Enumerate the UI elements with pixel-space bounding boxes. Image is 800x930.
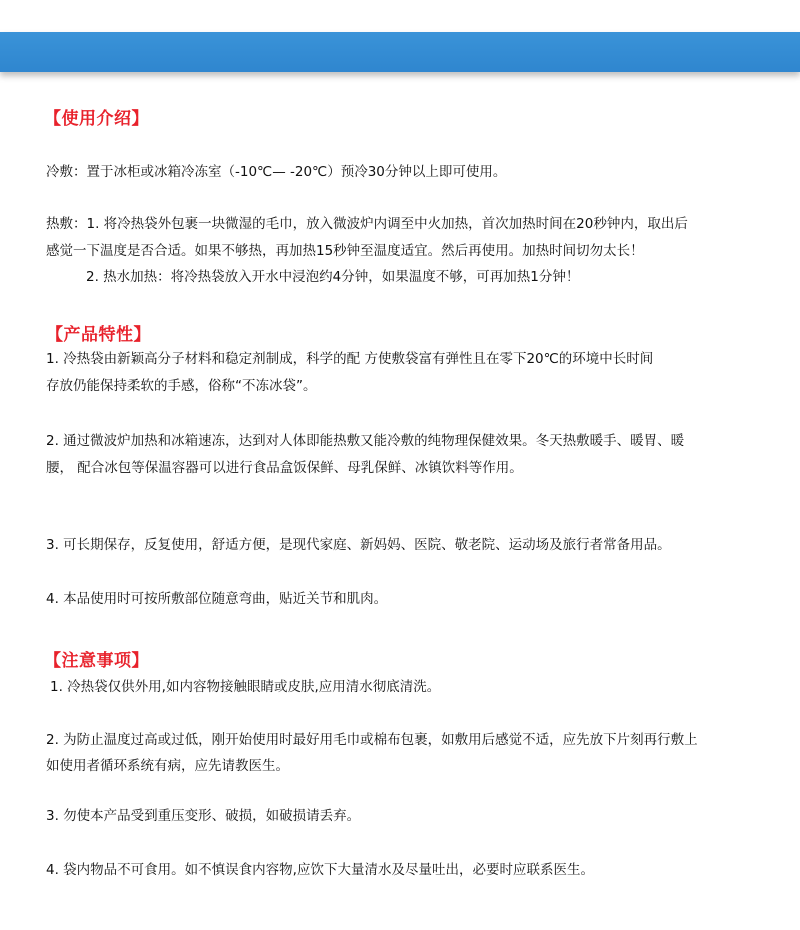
note-4: 4. 袋内物品不可食用。如不慎误食内容物,应饮下大量清水及尽量吐出，必要时应联系医生。 <box>46 862 594 878</box>
feature-2-line1: 2. 通过微波炉加热和冰箱速冻，达到对人体即能热敷又能冷敷的纯物理保健效果。冬天热敷暖手、暖胃、暖 <box>46 433 685 449</box>
feature-1-line2: 存放仍能保持柔软的手感，俗称“不冻冰袋”。 <box>46 378 317 394</box>
note-1: 1. 冷热袋仅供外用,如内容物接触眼睛或皮肤,应用清水彻底清洗。 <box>50 679 441 695</box>
usage-cold-text: 冷敷：置于冰柜或冰箱冷冻室（-10℃— -20℃）预冷30分钟以上即可使用。 <box>46 164 507 180</box>
feature-3: 3. 可长期保存，反复使用，舒适方便，是现代家庭、新妈妈、医院、敬老院、运动场及旅行者常备用品。 <box>46 537 671 553</box>
feature-1-line1: 1. 冷热袋由新颖高分子材料和稳定剂制成，科学的配 方使敷袋富有弹性且在零下20℃的环境中长时间 <box>46 351 654 367</box>
feature-4: 4. 本品使用时可按所敷部位随意弯曲，贴近关节和肌肉。 <box>46 591 388 607</box>
note-2-line2: 如使用者循环系统有病，应先请教医生。 <box>46 758 289 774</box>
features-heading: 【产品特性】 <box>46 325 151 345</box>
usage-hot-text-line1: 热敷：1. 将冷热袋外包裹一块微湿的毛巾，放入微波炉内调至中火加热，首次加热时间在20秒钟内，取出后 <box>46 216 688 232</box>
usage-hot-water-text: 2. 热水加热：将冷热袋放入开水中浸泡约4分钟，如果温度不够，可再加热1分钟！ <box>86 269 580 285</box>
feature-2-line2: 腰， 配合冰包等保温容器可以进行食品盒饭保鲜、母乳保鲜、冰镇饮料等作用。 <box>46 460 523 476</box>
note-3: 3. 勿使本产品受到重压变形、破损，如破损请丢弃。 <box>46 808 361 824</box>
usage-heading: 【使用介绍】 <box>44 109 149 129</box>
note-2-line1: 2. 为防止温度过高或过低，刚开始使用时最好用毛巾或棉布包裹，如敷用后感觉不适，应先放下片刻再行敷上 <box>46 732 698 748</box>
usage-hot-text-line2: 感觉一下温度是否合适。如果不够热，再加热15秒钟至温度适宜。然后再使用。加热时间切勿太长！ <box>46 243 644 259</box>
header-banner <box>0 32 800 72</box>
notes-heading: 【注意事项】 <box>44 651 149 671</box>
top-margin <box>0 0 800 32</box>
